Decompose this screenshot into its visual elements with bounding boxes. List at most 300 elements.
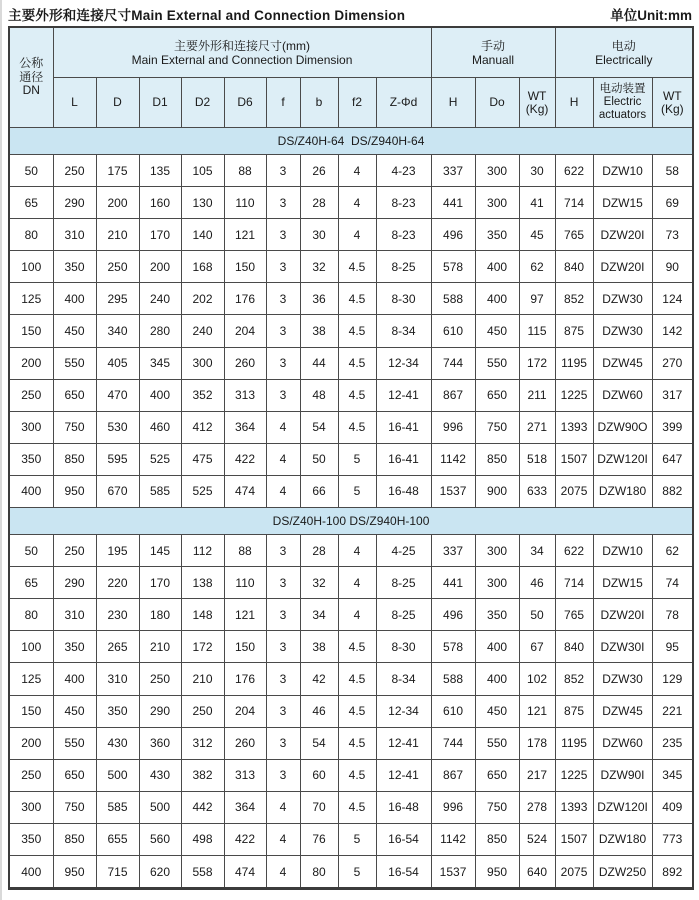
table-cell: 12-41 [376, 727, 431, 759]
table-cell: 265 [96, 631, 139, 663]
table-cell: 3 [266, 535, 300, 567]
cell-dn: 100 [9, 631, 53, 663]
table-cell: DZW15 [593, 187, 652, 219]
table-cell: 1507 [555, 823, 593, 855]
table-cell: 409 [652, 791, 693, 823]
table-cell: 8-23 [376, 187, 431, 219]
table-cell: 290 [53, 187, 96, 219]
table-cell: 400 [53, 663, 96, 695]
table-cell: 1507 [555, 443, 593, 475]
table-cell: 4.5 [338, 315, 376, 347]
table-row [9, 855, 693, 888]
table-cell: 350 [53, 251, 96, 283]
table-cell: DZW30I [593, 631, 652, 663]
table-cell: 45 [519, 219, 555, 251]
table-cell: 650 [53, 379, 96, 411]
table-row [9, 475, 693, 507]
table-cell: 400 [475, 663, 519, 695]
table-cell: 364 [224, 791, 266, 823]
table-cell: 498 [181, 823, 224, 855]
table-cell: DZW45 [593, 347, 652, 379]
table-cell: 3 [266, 155, 300, 187]
table-cell: 16-41 [376, 443, 431, 475]
page-title: 主要外形和连接尺寸Main External and Connection Dimension [8, 8, 406, 23]
table-cell: 176 [224, 283, 266, 315]
cell-dn: 200 [9, 347, 53, 379]
table-cell: 5 [338, 475, 376, 507]
table-cell: 235 [652, 727, 693, 759]
table-cell: 44 [300, 347, 338, 379]
table-cell: 74 [652, 567, 693, 599]
table-cell: 4-23 [376, 155, 431, 187]
table-cell: 260 [224, 347, 266, 379]
table-cell: 5 [338, 443, 376, 475]
table-cell: 140 [181, 219, 224, 251]
table-cell: 88 [224, 155, 266, 187]
table-cell: 150 [224, 631, 266, 663]
col-header-d: D [96, 78, 139, 128]
table-cell: 36 [300, 283, 338, 315]
table-cell: DZW20I [593, 251, 652, 283]
table-cell: 474 [224, 475, 266, 507]
table-cell: 950 [475, 855, 519, 888]
cell-dn: 80 [9, 599, 53, 631]
table-cell: 260 [224, 727, 266, 759]
table-cell: 210 [139, 631, 181, 663]
table-cell: 130 [181, 187, 224, 219]
dimension-table [8, 26, 694, 890]
col-header-f: f [266, 78, 300, 128]
table-cell: 3 [266, 379, 300, 411]
table-cell: 310 [53, 219, 96, 251]
table-cell: 4.5 [338, 251, 376, 283]
table-cell: 3 [266, 695, 300, 727]
table-cell: 364 [224, 411, 266, 443]
table-cell: 442 [181, 791, 224, 823]
table-cell: 12-34 [376, 347, 431, 379]
table-cell: 67 [519, 631, 555, 663]
table-cell: 121 [519, 695, 555, 727]
table-cell: 42 [300, 663, 338, 695]
table-cell: 450 [53, 695, 96, 727]
table-cell: 714 [555, 187, 593, 219]
cell-dn: 250 [9, 379, 53, 411]
table-cell: 525 [181, 475, 224, 507]
table-cell: 4 [338, 567, 376, 599]
table-cell: 41 [519, 187, 555, 219]
table-cell: 8-34 [376, 315, 431, 347]
table-cell: 4 [338, 155, 376, 187]
col-header-d6: D6 [224, 78, 266, 128]
table-cell: 95 [652, 631, 693, 663]
table-cell: 34 [300, 599, 338, 631]
table-cell: 460 [139, 411, 181, 443]
table-cell: 1393 [555, 791, 593, 823]
table-cell: 450 [53, 315, 96, 347]
table-cell: 352 [181, 379, 224, 411]
table-cell: DZW90O [593, 411, 652, 443]
table-cell: 647 [652, 443, 693, 475]
table-cell: 610 [431, 695, 475, 727]
table-cell: 290 [139, 695, 181, 727]
table-cell: 168 [181, 251, 224, 283]
table-cell: 585 [96, 791, 139, 823]
table-cell: 105 [181, 155, 224, 187]
table-cell: 5 [338, 823, 376, 855]
col-header-b: b [300, 78, 338, 128]
table-cell: 340 [96, 315, 139, 347]
table-cell: 97 [519, 283, 555, 315]
table-cell: 69 [652, 187, 693, 219]
table-cell: 1537 [431, 855, 475, 888]
col-header-f2: f2 [338, 78, 376, 128]
table-cell: 3 [266, 663, 300, 695]
table-cell: 121 [224, 599, 266, 631]
table-cell: 450 [475, 315, 519, 347]
table-cell: DZW15 [593, 567, 652, 599]
table-cell: 620 [139, 855, 181, 888]
table-cell: 610 [431, 315, 475, 347]
table-cell: 4.5 [338, 347, 376, 379]
table-cell: 867 [431, 379, 475, 411]
table-cell: 4.5 [338, 631, 376, 663]
table-cell: 32 [300, 567, 338, 599]
table-cell: 441 [431, 567, 475, 599]
table-cell: 295 [96, 283, 139, 315]
table-cell: 500 [96, 759, 139, 791]
table-cell: 313 [224, 379, 266, 411]
table-cell: 211 [519, 379, 555, 411]
table-cell: 4.5 [338, 791, 376, 823]
table-row [9, 443, 693, 475]
table-cell: 850 [53, 823, 96, 855]
table-row [9, 791, 693, 823]
table-row [9, 283, 693, 315]
table-cell: 4 [266, 475, 300, 507]
cell-dn: 125 [9, 663, 53, 695]
table-cell: 112 [181, 535, 224, 567]
table-cell: 595 [96, 443, 139, 475]
col-header-z-phi-d: Z-Φd [376, 78, 431, 128]
table-cell: 176 [224, 663, 266, 695]
table-cell: 560 [139, 823, 181, 855]
table-cell: 337 [431, 155, 475, 187]
table-cell: 882 [652, 475, 693, 507]
table-cell: 73 [652, 219, 693, 251]
table-cell: 250 [139, 663, 181, 695]
table-cell: 1142 [431, 823, 475, 855]
table-cell: 400 [475, 283, 519, 315]
table-cell: 1195 [555, 347, 593, 379]
header-columns-row [9, 78, 693, 128]
col-header-dn: 公称 通径 DN [9, 27, 53, 128]
table-cell: 1393 [555, 411, 593, 443]
cell-dn: 65 [9, 567, 53, 599]
table-row [9, 411, 693, 443]
table-cell: 2075 [555, 855, 593, 888]
table-cell: 8-34 [376, 663, 431, 695]
table-cell: 1537 [431, 475, 475, 507]
table-row [9, 727, 693, 759]
table-cell: 4 [266, 443, 300, 475]
section-band-0 [9, 128, 693, 155]
table-cell: 34 [519, 535, 555, 567]
table-cell: 313 [224, 759, 266, 791]
table-cell: DZW30 [593, 315, 652, 347]
table-cell: DZW250 [593, 855, 652, 888]
table-cell: 750 [53, 791, 96, 823]
table-cell: 160 [139, 187, 181, 219]
table-cell: 8-30 [376, 631, 431, 663]
col-header-wt-electric: WT (Kg) [652, 78, 693, 128]
table-cell: 950 [53, 475, 96, 507]
table-cell: 345 [652, 759, 693, 791]
table-row [9, 251, 693, 283]
col-header-h-manual: H [431, 78, 475, 128]
table-cell: 138 [181, 567, 224, 599]
table-cell: 200 [139, 251, 181, 283]
table-row [9, 535, 693, 567]
table-cell: 840 [555, 631, 593, 663]
table-cell: 90 [652, 251, 693, 283]
table-cell: 310 [53, 599, 96, 631]
table-cell: 30 [519, 155, 555, 187]
table-cell: 4.5 [338, 727, 376, 759]
table-cell: 250 [53, 155, 96, 187]
table-cell: 210 [96, 219, 139, 251]
table-cell: 110 [224, 187, 266, 219]
datasheet-page [2, 0, 699, 890]
table-cell: 3 [266, 727, 300, 759]
table-cell: 54 [300, 411, 338, 443]
table-cell: 12-41 [376, 379, 431, 411]
col-header-l: L [53, 78, 96, 128]
table-cell: 875 [555, 315, 593, 347]
table-cell: 78 [652, 599, 693, 631]
cell-dn: 300 [9, 411, 53, 443]
table-cell: 5 [338, 855, 376, 888]
table-cell: 892 [652, 855, 693, 888]
table-cell: 3 [266, 631, 300, 663]
table-cell: 178 [519, 727, 555, 759]
table-cell: 622 [555, 535, 593, 567]
table-cell: 585 [139, 475, 181, 507]
header-group-row [9, 27, 693, 78]
section-band-1 [9, 508, 693, 535]
table-cell: 8-25 [376, 599, 431, 631]
table-cell: 765 [555, 599, 593, 631]
cell-dn: 350 [9, 443, 53, 475]
table-cell: DZW60 [593, 727, 652, 759]
table-cell: 70 [300, 791, 338, 823]
table-cell: 76 [300, 823, 338, 855]
col-group-electric: 电动 Electrically [555, 27, 693, 78]
table-cell: 300 [475, 535, 519, 567]
table-cell: 62 [519, 251, 555, 283]
table-cell: 8-25 [376, 567, 431, 599]
table-cell: 4.5 [338, 379, 376, 411]
table-cell: 300 [181, 347, 224, 379]
table-cell: 4 [338, 219, 376, 251]
table-cell: 12-34 [376, 695, 431, 727]
table-cell: 350 [96, 695, 139, 727]
table-cell: 221 [652, 695, 693, 727]
table-cell: 1225 [555, 379, 593, 411]
table-cell: 3 [266, 283, 300, 315]
table-cell: 622 [555, 155, 593, 187]
table-cell: 220 [96, 567, 139, 599]
table-cell: 430 [96, 727, 139, 759]
table-row [9, 347, 693, 379]
table-cell: 850 [475, 443, 519, 475]
table-cell: 172 [519, 347, 555, 379]
table-cell: 32 [300, 251, 338, 283]
table-cell: 170 [139, 567, 181, 599]
table-cell: 135 [139, 155, 181, 187]
table-cell: 46 [300, 695, 338, 727]
table-cell: 204 [224, 695, 266, 727]
table-cell: 170 [139, 219, 181, 251]
table-cell: 175 [96, 155, 139, 187]
table-cell: 867 [431, 759, 475, 791]
table-cell: 38 [300, 631, 338, 663]
table-cell: 270 [652, 347, 693, 379]
table-cell: 290 [53, 567, 96, 599]
table-cell: 550 [475, 727, 519, 759]
table-cell: 900 [475, 475, 519, 507]
table-cell: 422 [224, 823, 266, 855]
col-group-manual: 手动 Manuall [431, 27, 555, 78]
table-cell: 4.5 [338, 663, 376, 695]
table-cell: 422 [224, 443, 266, 475]
table-cell: 578 [431, 631, 475, 663]
table-cell: 30 [300, 219, 338, 251]
table-row [9, 219, 693, 251]
table-cell: 4.5 [338, 411, 376, 443]
cell-dn: 65 [9, 187, 53, 219]
table-cell: 714 [555, 567, 593, 599]
table-cell: 28 [300, 187, 338, 219]
table-cell: 3 [266, 251, 300, 283]
table-cell: 217 [519, 759, 555, 791]
table-cell: 271 [519, 411, 555, 443]
table-cell: 3 [266, 347, 300, 379]
table-cell: 300 [475, 187, 519, 219]
table-cell: 350 [475, 599, 519, 631]
col-header-h-electric: H [555, 78, 593, 128]
cell-dn: 200 [9, 727, 53, 759]
table-cell: 350 [53, 631, 96, 663]
table-cell: 475 [181, 443, 224, 475]
table-cell: 470 [96, 379, 139, 411]
table-cell: 180 [139, 599, 181, 631]
table-cell: 650 [53, 759, 96, 791]
cell-dn: 300 [9, 791, 53, 823]
table-cell: 16-48 [376, 475, 431, 507]
table-row [9, 379, 693, 411]
table-cell: 744 [431, 727, 475, 759]
table-cell: 852 [555, 663, 593, 695]
table-cell: 80 [300, 855, 338, 888]
table-row [9, 663, 693, 695]
table-cell: 88 [224, 535, 266, 567]
table-cell: 28 [300, 535, 338, 567]
table-cell: 46 [519, 567, 555, 599]
table-cell: 110 [224, 567, 266, 599]
table-cell: 996 [431, 791, 475, 823]
table-cell: DZW10 [593, 155, 652, 187]
cell-dn: 150 [9, 695, 53, 727]
table-cell: 441 [431, 187, 475, 219]
table-row [9, 823, 693, 855]
table-cell: DZW180 [593, 475, 652, 507]
table-cell: 399 [652, 411, 693, 443]
table-cell: 996 [431, 411, 475, 443]
table-cell: 195 [96, 535, 139, 567]
col-group-main-dimension: 主要外形和连接尺寸(mm) Main External and Connection Dimension [53, 27, 431, 78]
table-cell: 4.5 [338, 283, 376, 315]
table-cell: 337 [431, 535, 475, 567]
table-cell: 750 [475, 411, 519, 443]
table-cell: 400 [475, 251, 519, 283]
table-cell: 48 [300, 379, 338, 411]
table-cell: 524 [519, 823, 555, 855]
table-cell: 852 [555, 283, 593, 315]
table-cell: DZW90I [593, 759, 652, 791]
table-cell: 129 [652, 663, 693, 695]
table-cell: DZW180 [593, 823, 652, 855]
table-cell: DZW45 [593, 695, 652, 727]
table-cell: 250 [181, 695, 224, 727]
cell-dn: 150 [9, 315, 53, 347]
table-cell: 1225 [555, 759, 593, 791]
cell-dn: 125 [9, 283, 53, 315]
table-cell: 150 [224, 251, 266, 283]
table-cell: DZW20I [593, 219, 652, 251]
table-row [9, 567, 693, 599]
table-cell: 4 [338, 187, 376, 219]
table-cell: 4 [266, 823, 300, 855]
table-cell: 496 [431, 599, 475, 631]
table-cell: 66 [300, 475, 338, 507]
table-cell: 715 [96, 855, 139, 888]
table-cell: 496 [431, 219, 475, 251]
table-cell: 240 [181, 315, 224, 347]
table-cell: 430 [139, 759, 181, 791]
table-cell: 450 [475, 695, 519, 727]
col-header-d2: D2 [181, 78, 224, 128]
table-cell: 550 [53, 727, 96, 759]
cell-dn: 400 [9, 475, 53, 507]
table-row [9, 155, 693, 187]
table-cell: 550 [53, 347, 96, 379]
table-cell: 588 [431, 663, 475, 695]
table-cell: 3 [266, 315, 300, 347]
table-cell: 312 [181, 727, 224, 759]
cell-dn: 80 [9, 219, 53, 251]
section-title: DS/Z40H-100 DS/Z940H-100 [9, 508, 693, 535]
table-cell: 102 [519, 663, 555, 695]
table-cell: 744 [431, 347, 475, 379]
table-cell: 3 [266, 219, 300, 251]
cell-dn: 100 [9, 251, 53, 283]
table-cell: 230 [96, 599, 139, 631]
table-cell: 2075 [555, 475, 593, 507]
col-header-electric-actuators: 电动装置 Electric actuators [593, 78, 652, 128]
table-cell: 640 [519, 855, 555, 888]
table-cell: 1195 [555, 727, 593, 759]
table-cell: 115 [519, 315, 555, 347]
